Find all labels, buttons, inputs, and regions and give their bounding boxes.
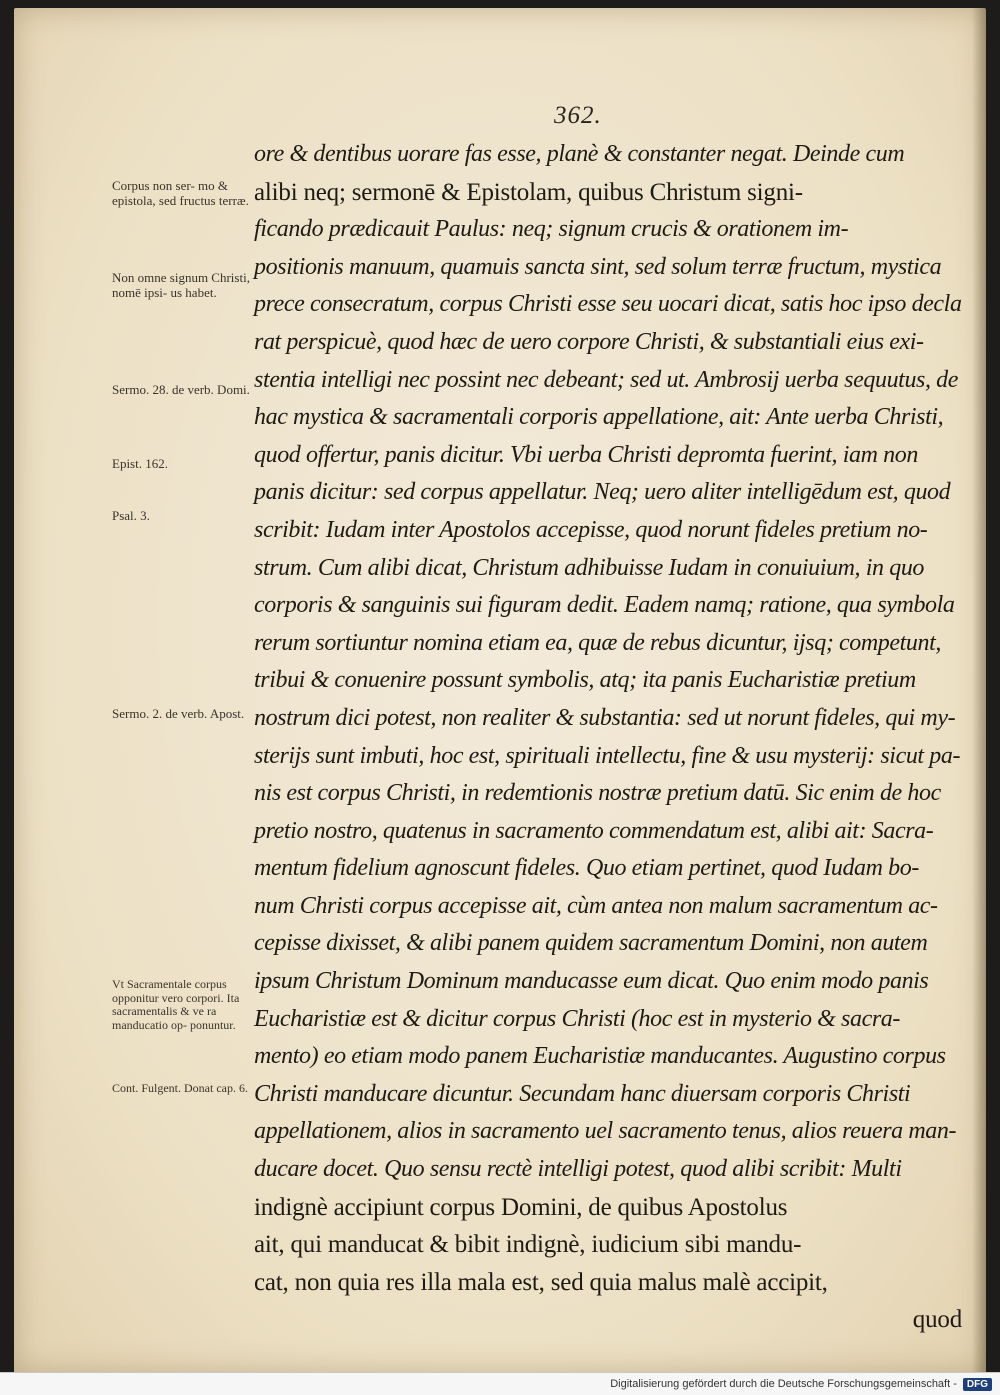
catchword: quod (912, 1306, 962, 1334)
digitization-footer (0, 1372, 1000, 1395)
text-line: tribui & conuenire possunt symbolis, atq; ita panis Eucharistiæ pretium (254, 667, 916, 694)
main-text-block (254, 136, 974, 1339)
text-line: panis dicitur: sed corpus appellatur. Neq; uero aliter intelligēdum est, quod (254, 479, 951, 506)
text-line: cat, non quia res illa mala est, sed quia malus malè accipit, (254, 1268, 828, 1296)
text-line: nis est corpus Christi, in redemtionis nostræ pretium datū. Sic enim de hoc (254, 780, 941, 807)
text-line: quod offertur, panis dicitur. Vbi uerba Christi depromta fuerint, iam non (254, 441, 918, 468)
page-spine-shadow (972, 8, 986, 1373)
text-line: mentum fidelium agnoscunt fideles. Quo etiam pertinet, quod Iudam bo- (254, 855, 919, 882)
margin-note: Non omne signum Christi, nomē ipsi- us habet. (112, 270, 250, 300)
text-line: appellationem, alios in sacramento uel sacramento tenus, alios reuera man- (254, 1118, 957, 1145)
text-line: stentia intelligi nec possint nec debeant; sed ut. Ambrosij uerba sequutus, de (254, 366, 959, 393)
text-line: alibi neq; sermonē & Epistolam, quibus Christum signi- (254, 178, 803, 206)
text-line: strum. Cum alibi dicat, Christum adhibuisse Iudam in conuiuium, in quo (254, 554, 925, 581)
text-line: pretio nostro, quatenus in sacramento commendatum est, alibi ait: Sacra- (254, 817, 934, 844)
text-line: mento) eo etiam modo panem Eucharistiæ manducantes. Augustino corpus (254, 1043, 946, 1070)
text-line: cepisse dixisset, & alibi panem quidem sacramentum Domini, non autem (254, 930, 928, 957)
text-line: indignè accipiunt corpus Domini, de quibus Apostolus (254, 1193, 788, 1221)
text-line: ore & dentibus uorare fas esse, planè & constanter negat. Deinde cum (254, 141, 905, 167)
text-line: ait, qui manducat & bibit indignè, iudicium sibi mandu- (254, 1231, 802, 1259)
text-line: Eucharistiæ est & dicitur corpus Christi (hoc est in mysterio & sacra- (254, 1005, 900, 1032)
text-line: rat perspicuè, quod hæc de uero corpore Christi, & substantiali eius exi- (254, 328, 924, 355)
margin-note: Vt Sacramentale corpus opponitur vero corpori. Ita sacramentalis & ve ra manducatio op- ponuntur. (112, 977, 240, 1032)
text-line: num Christi corpus accepisse ait, cùm antea non malum sacramentum ac- (254, 892, 938, 919)
text-line: prece consecratum, corpus Christi esse seu uocari dicat, satis hoc ipso decla (254, 291, 962, 318)
dfg-logo-icon: DFG (963, 1378, 992, 1391)
text-line: ipsum Christum Dominum manducasse eum dicat. Quo enim modo panis (254, 968, 929, 995)
margin-note: Sermo. 2. de verb. Apost. (112, 706, 245, 721)
text-line: rerum sortiuntur nomina etiam ea, quæ de rebus dicuntur, ijsq; competunt, (254, 629, 941, 656)
text-line: corporis & sanguinis sui figuram dedit. Eadem namq; ratione, qua symbola (254, 592, 955, 619)
text-line: sterijs sunt imbuti, hoc est, spirituali intellectu, fine & usu mysterij: sicut pa- (254, 742, 961, 769)
book-page (14, 8, 986, 1373)
text-line: ficando prædicauit Paulus: neq; signum crucis & orationem im- (254, 216, 849, 243)
margin-note: Corpus non ser- mo & epistola, sed fructus terræ. (112, 178, 249, 208)
margin-note: Cont. Fulgent. Donat cap. 6. (112, 1081, 248, 1095)
margin-note: Sermo. 28. de verb. Domi. (112, 382, 250, 397)
page-number: 362. (554, 102, 602, 129)
text-line: hac mystica & sacramentali corporis appellatione, ait: Ante uerba Christi, (254, 404, 944, 431)
text-line: positionis manuum, quamuis sancta sint, sed solum terræ fructum, mystica (254, 253, 942, 280)
margin-note: Psal. 3. (112, 508, 150, 523)
text-line: Christi manducare dicuntur. Secundam hanc diuersam corporis Christi (254, 1080, 911, 1107)
text-line: nostrum dici potest, non realiter & substantia: sed ut norunt fideles, qui my- (254, 704, 956, 731)
margin-note: Epist. 162. (112, 456, 168, 471)
text-line: ducare docet. Quo sensu rectè intelligi potest, quod alibi scribit: Multi (254, 1156, 902, 1183)
text-line: scribit: Iudam inter Apostolos accepisse, quod norunt fideles pretium no- (254, 516, 928, 543)
footer-text: Digitalisierung gefördert durch die Deutsche Forschungsgemeinschaft - (610, 1378, 957, 1390)
